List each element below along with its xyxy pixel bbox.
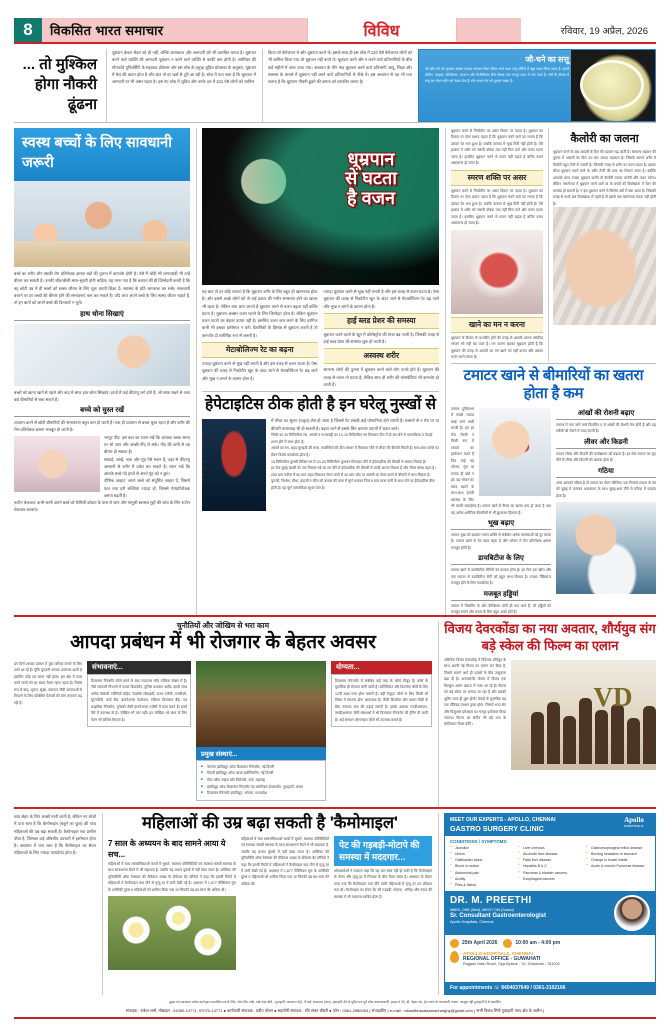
hepatitis-bullet: ■ निंबोर का 20 मिलिलीटर रस, आंवले व पत्थरचट्टी का 10-10 मिलिलीटर रस मिलाकर दिन में दो बार लेने से पाचनक्रिया व पेटदर्द शमन होने में लाभ होता है। [202,432,439,445]
tomato-body [451,406,656,616]
section-title: विविध [307,18,457,42]
conditions-title: CONDITIONS / SYMPTOMS: [450,839,508,844]
tomato-col-right [556,406,656,616]
smoking-col-right [324,288,440,388]
condition-item: ● Blood in motion [450,863,514,869]
sattu-ad[interactable] [418,49,656,122]
children-p3: भरपूर नींद: इस बात का ध्यान रखें कि आपका बच्चा समय पर सो जाए और अच्छी नींद ले सके। नींद की कमी से वह बीमार हो सकता है। [104,434,190,455]
children-photo-baby [14,324,190,386]
condition-item: ● Liver cirrhosis [518,845,582,851]
children-photo [14,181,190,267]
tomato-text-bones: टमाटर में विटामिन के और कैल्शियम दोनों ही पाए जाते हैं, जो हड्डियों को मजबूत बनाने और घनत्व के लिए बहुत अच्छे होते हैं। [451,603,551,615]
tomato-sub-diabetes: डायबिटीज के लिए [451,554,551,565]
smoking-p3: सामान्य लोगों की तुलना में धूम्रपान करने वाले लोग पतले होते हैं। धूम्रपान की वजह से वजन तो घटता है, लेकिन साथ ही शरीर की मांसपेशियां भी कमजोर हो जाती हैं। [323,367,439,387]
children-banner: स्वस्थ बच्चों के लिए सावधानी जरूरी [14,128,190,181]
tomato-sub-appetite: भूख बढ़ाए [451,519,551,530]
tomato-intro: टमाटर दुनियाभर में सबसे ज्यादा खाई जाने वाली सब्जी है। हम हर रोज किसी न किसी रूप में टमाटर का इस्तेमाल करते हैं फिर चाहे वह भोजन, सूप या सलाद ही क्यों न हो। यह भोजन का स्वाद बढ़ाने के साथ-साथ हमारी स्वास्थ्य के लिए भी काफी फायदेमंद है। टमाटर खाने से कैंसर का खतरा कम हो जाता है तथा यह अनेक शारीरिक बीमारियों से भी छुटकारा दिलाता है। [451,407,551,515]
top-story-headline: ... तो मुश्किल होगा नौकरी ढूंढना [22,56,97,113]
tomato-sub-liver: लीवर और किडनी [556,438,656,449]
chamomile-sub-text: महिलाओं में चाय रक्तसंचिकाओं कार्यों में सुधारे, स्वास्थ्य परिस्थितियों एवं स्वास्थ्य संबंधी स्वास्थ्य के साथ सावधानस बैठने में भी सहायता है, जबकि यह प्रभाव पुरुषों में नहीं देखा जाता है। अमेरिका की यूनिवर्सिटी ऑफ टेक्सास की मेडिकल शाखा के प्रोफेसर बेंट डॉनियो ने कहा कि हमारी रिपोर्ट में महिलाओं में कैमोमाइल चाय पीने से मृत्यु दर में कमी देखी गई है। अध्ययन में 1,677 मेक्सिकन मूल के अमेरिकी पुरुष व महिलाओं को शामिल किया गया था जिनकी उम्र 65 साल की अधिक थी। [108,861,236,892]
children-p5: पौष्टिक आहार: अपने बच्चे को संतुलित आहार दें, जिसमें फल तथा हरी सब्जियां ज्यादा हों, जिससे रोगप्रतिरोधक क्षमता बढ़ती है। [104,478,190,498]
calorie-headline: कैलोरी का जलना [570,133,639,145]
hepatitis-headline: हेपेटाइटिस ठीक होती है इन घरेलू नुस्खों से [204,396,437,414]
top-story-row [14,49,656,122]
institution-item: ■ डिजास्टर मैनेजमेंट इंस्टीट्यूट, भोपाल, मध्यप्रदेश [201,790,322,797]
children-photo-sleep [14,436,100,492]
film-logo: VD [593,681,633,712]
hepatitis-body [202,417,439,513]
children-p2: व्यायाम करने से छोटी बीमारियों की संभावनाएं बहुत कम हो जाती हैं। एक ही व्यायाम से बच्चा चुस्त रहता है और शरीर की रोग-प्रतिरोधक क्षमता मजबूत हो जाती है। [14,420,190,433]
children-p6: रूटीन चेकअप: कभी-कभी अपने बच्चे को फैमिली डॉक्टर के पास ले जाएं और मामूली स्वास्थ्य मुद्दों की जांच के लिए रूटीन चेकअप करवाएं। [14,500,191,513]
chamomile-col1 [108,836,236,970]
eating-text: धूम्रपान के दिमाग के प्रभावित होने की वजह से आदमी अपना पसंदीदा भोजन भी नहीं खा पाता है। मन कारण खाकर धूम्रपान होती है कि धूम्रपान की वजह से आदमी का मन खाने को नहीं करता और उसका वजन घटने लगता है। [451,335,543,360]
smoking-headline-l1: धूम्रपान [347,149,395,169]
hepatitis-bullets [202,432,439,492]
belly-photo [553,207,656,325]
hepatitis-intro: में लीवर का सूजन (यकृत) शेष हो जाता है जिससे पेट संबंधी कई परेशानियां होने लगती हैं। घबराने से न रोग पर या बीमारी लापरवाह भी हो सकती है। बढ़ाए जाने से इसके लिए कारगर उपायों में बदल जाते। [271,418,439,431]
institution-item: ■ नेशनल इंस्टीट्यूट ऑफ डिजास्टर मैनेजमेंट, नई दिल्ली [201,764,322,771]
possibilities-text: डिजास्टर मैनेजमेंट कोर्स करने के बाद ज्यादातर जॉब पब्लिक सेक्टर में है। जैसे सरकारी विभागों में फायर डिपार्टमेंट, पुलिस प्रशासन आदि। इसके साथ अनेक वॉलंटरी एजेंसियों सहित, रेडक्रॉस सोसाइटी, राज्य एजेंसी, एनजीओ, यूएनडीपी, वर्ल्ड बैंक, इंटरनेशनल फेडरेशन, एशियन डिजास्टर बैंक, एड क्राइसिस मैनेजमेंट, यूनेस्को जैसी इंटरनेशनल एजेंसी में काम करते हैं। इनमें पैसे में उपलब्ध तो है। जोखिम भी कम नहीं। इन जोखिम भरे काम के लिए वेतन भी वाजिब मिलता है। [87,674,191,727]
disaster-photo-institutions [196,661,326,801]
chamomile-col2: महिलाओं में चाय रक्तसंचिकाओं कार्यों में सुधारे, स्वास्थ्य परिस्थितियों एवं स्वास्थ्य संबंधी स्वास्थ्य के साथ सावधानस बैठने में भी सहायता है, जबकि यह प्रभाव पुरुषों में नहीं देखा जाता है। अमेरिका की यूनिवर्सिटी ऑफ टेक्सास की मेडिकल शाखा के प्रोफेसर बेंट डॉनियो ने कहा कि हमारी रिपोर्ट में महिलाओं में कैमोमाइल चाय पीने से मृत्यु दर में कमी देखी गई है। अध्ययन में 1,677 मेक्सिकन मूल के अमेरिकी पुरुष व महिलाओं को शामिल किया गया था जिनकी उम्र 65 साल की अधिक थी। [241,836,329,886]
conditions-col2 [518,845,582,888]
condition-item: ● Piles & fistula [450,882,514,888]
footer-divider [14,1017,656,1019]
masthead-spacer-left [242,18,307,42]
children-sub-handwash: हाथ धोना सिखाएं [14,310,190,321]
conditions-grid [445,845,655,891]
appointments-phone: 8404037649 / 0361-3102166 [501,985,566,991]
chamomile-flower-photo [108,896,236,970]
condition-item: ● Pancreas & bladder cancers [518,870,582,876]
tomato-text-diabetes: टमाटर खाने से डायबिटीज रोगियों को फायदा होता है। हर रोज एक खीरा और एक टमाटर से डायबिटीज रोगी को बहुत लाभ मिलता है। टमाटर पैंक्रियाज मजबूत होने के लिए फायदेमंद है। [451,568,551,586]
chamomile-col3 [334,836,432,970]
disaster-headline: आपदा प्रबंधन में भी रोजगार के बेहतर अवसर [70,632,376,653]
doctor-name: DR. M. PREETHI [450,894,532,906]
institutions-list [196,760,326,801]
tomato-text-appetite: टमाटर भूख को बढ़ाकर पाचन शक्ति से संबंधित अनेक समस्याओं को दूर करता है। टमाटर खाने से पेट साफ रहता है और भोजन में रोग प्रतिरोधक क्षमता मजबूत होती है। [451,532,551,550]
hepatitis-bullet: ■ 15 मिलिलीटर तुलसी मिश्रित रस में 20-25 मिलिलीटर कुलथन मिलाकर पीने से हेपेटाइटिस की बीमारी में आराम मिलता है। [202,459,439,466]
film-headline: विजय देवरकोंडा का नया अवतार, शौर्ययुव संग बड़े स्केल की फिल्म का एलान [444,621,656,653]
apollo-logo-sub: HOSPITALS [624,824,644,828]
disaster-story [14,621,432,807]
smoking-feature-photo [202,128,439,285]
institution-item: ■ सेंटर ऑफ साइंस फॉर विलेजर्स, वर्धा, महाराष्ट्र [201,777,322,784]
doctor-avatar [614,895,650,931]
masthead [14,18,656,44]
smoking-p-bp-intro: ज्यादा धूम्रपान करने से भूख नहीं लगती है और इस वजह से वजन घटता है। ऐसा धूम्रपान की वजह से निकोटीन खून के अंदर जाने से मेटाबोलिज्म रेट बढ़ जाने और भूख न लगने के कारण होता है। [323,289,439,309]
ad-time-text: 10:00 am - 4:00 pm [515,940,561,947]
page-footer [14,1000,656,1019]
film-story [438,621,656,807]
apollo-logo [617,816,651,828]
masthead-spacer-right [457,18,522,42]
smoking-hepatitis-column [196,128,439,615]
condition-item: ● Acidity [450,876,514,882]
eligibility-text: डिजास्टर मैनेजमेंट में संबंधित कई तरह के कोर्स मौजूद हैं। कोर्स के मुताबिक ही योग्यता मांगी जाती है। सर्टिफिकेट और डिप्लोमा कोर्स के लिए 12वीं कक्षा पास होना जरूरी है। वहीं ग्रेजुएट कोर्स के लिए किसी भी विषय में स्नातक होना आवश्यक है। पीजी डिप्लोमा और मास्टर डिग्री के लिए स्नातक स्तर की पढ़ाई जरूरी है। इसके अलावा एनडीआरएफ, एसडीआरएफ जैसी संस्थाओं में भी डिजास्टर मैनेजमेंट की ट्रेनिंग दी जाती है। कई संस्थान ऑनलाइन कोर्स भी उपलब्ध कराते हैं। [331,674,432,727]
chamomile-subhead: 7 साल के अध्ययन के बाद सामने आया ये सच... [108,838,226,859]
condition-item: ● Esophageal cancers [518,876,582,882]
smoking-effects-tomato-column [445,128,656,615]
mouth-photo [451,230,543,314]
tomato-text-arthritis: अगर आपको गठिया है तो टमाटर का सेवन कीजिए। एक गिलास टमाटर के रस को सुबह में डालकर अजवायन के साथ सुबह-शाम पीने से गठिया में फायदा होता है। [556,480,656,498]
smoking-p1: ज्यादा धूम्रपान करने से भूख नहीं लगती है और इस वजह से वजन घटता है। ऐसा धूम्रपान की वजह से निकोटीन खून के अंदर जाने से मेटाबोलिज्म रेट बढ़ जाने और भूख न लगने के कारण होता है। [202,360,318,381]
tomato-col-mid [451,406,551,616]
condition-item: ● Jaundice [450,845,514,851]
sattu-bowl-photo [571,50,655,121]
condition-item: ● Change in bowel habits [586,857,650,863]
disaster-columns [14,661,432,801]
children-p4: सफाई: आंखें, नाक और मुंह ऐसे स्थान हैं, जहां से कीटाणु आसानी से शरीर में प्रवेश कर सकते हैं। ध्यान रखें कि आपके बच्चे गंदे हाथों से अपने मुंह को न छुएं। [104,456,190,477]
children-health-column [14,128,190,615]
smoking-headline-overlay [307,150,435,208]
hepatitis-bullet: ■ 250 ग्राम पपीता में 50 ग्राम शहद मिलाकर सेवन करने से 50 ग्राम सोंठ या अलसी का सेवन करने से बीमारी में लाभ मिलता है। [202,472,439,479]
institutions-label: प्रमुख संस्थाएं... [196,747,326,760]
top-story-col1: धूम्रपान केवल सेहत को ही नहीं, बल्कि कामकाज और आमदनी को भी प्रभावित करता है। धूम्रपान करने वाले व्यक्ति की आमदनी धूम्रपान न करने वाले व्यक्ति से काफी कम होती है। अमेरिका की स्टैनफोर्ड यूनिवर्सिटी के सहायक प्रोफेसर और इस शोध के प्रमुख जूडिथ प्रोचस्का के अनुसार, धूम्रपान में मेल की खपत होता है और बात तो हर खर्च से दूरी आ रही है। शोध में पता चला है कि धूम्रपान में आमदनी पर भी असर पड़ता है। इस नए शोध में जूडिथ और उनके दल में 131 ऐसे लोगों को शामिल [106,49,256,122]
children-intro: बच्चे का शरीर और उसकी रोग प्रतिरोधक क्षमता बड़ों की तुलना में कमजोर होती है। ऐसे में थोड़ी सी लापरवाही भी उन्हें बीमार कर सकती है। उनकी जीवनशैली साफ-सुथरी होनी चाहिए। यह माना गया है कि बचपन की ही जिम्मेदारी बनती है कि वह छोटी उम्र में ही बच्चों को स्वस्थ जीवन के लिए शुरू करती शिक्षा दें। स्वास्थ्य के प्रति जागरूक कर सकें। सावधानी बरतने पर हर बच्चों की बीमार होने की संभावनाएं कम कर सकते हैं। यदि आप अपने बच्चे के लिए स्वस्थ जीवन चाहते हैं, तो इन बातों को अपने बच्चे की दिनचर्या न भूलें। [14,271,190,306]
venue-line2: REGIONAL OFFICE - GUWAHATI [463,955,541,962]
page-number: 8 [14,18,42,42]
conditions-col3 [586,845,650,888]
chamomile-blue-title: पेट की गड़बड़ी-मोटापे की समस्या में मददगार... [334,836,432,866]
smoking-headline-l3: है वजन [347,187,395,208]
chamomile-headline: महिलाओं की उम्र बढ़ा सकती है 'कैमोमाइल' [142,814,398,832]
paper-name: विकसित भारत समाचार [42,18,242,42]
tomato-girl-photo [479,408,551,496]
apollo-ad-header-big: GASTRO SURGERY CLINIC [450,824,544,833]
calendar-icon [450,939,459,948]
tomato-sub-arthritis: गठिया [556,467,656,478]
smoking-text-columns [202,288,439,388]
ad-date [450,939,497,948]
apollo-ad-header-small: MEET OUR EXPERTS - APOLLO, CHENNAI [450,817,556,823]
divider-row3 [14,807,656,809]
condition-item: ● Ulcers [450,851,514,857]
film-poster-photo [511,660,656,770]
ad-schedule [445,935,655,949]
hepatitis-left [202,417,439,513]
venue-line1: APOLLO HOSPITALS, CHENNAI [463,950,533,956]
apollo-advertisement[interactable] [438,813,656,995]
apollo-logo-name: Apollo [624,816,644,824]
film-text: अभिनेता विजय देवरकोंडा ने निर्देशक शौर्ययुव के साथ अपनी नई फिल्म का एलान कर दिया है, जिसने सामने आते ही दर्शकों के बीच उत्सुकता बढ़ा दी है। अनाउंसमेंट पोस्टर में विजय एक बिल्कुल अलग अंदाज में नजर आ रहे हैं। फिल्म को बड़े स्केल पर बनाया जा रहा है और इसकी शूटिंग जल्द ही शुरू होगी। मेकर्स के मुताबिक यह एक पीरियड एक्शन ड्रामा होगा, जिसमें भव्य सेट और विजुअल इफेक्ट्स का भरपूर इस्तेमाल किया जाएगा। फिल्म का संगीत भी बड़े नाम के संगीतकार तैयार करेंगे। [444,657,506,727]
venue-line3: Rajgarh Main Road, Opp-Bylane - 10, Guwahati - 781003 [463,961,560,966]
memory-lead: धूम्रपान करने से निकोटीन का असर दिमाग पर पड़ता है। धूम्रपान का दिमाग पर ऐसा प्रभाव पड़ता है कि धूम्रपान करने वाले का लगता है कि उसका पेट भरा हुआ है। जबकि वास्तव में भूख मिटी नहीं होती है। ऐसे हालात में शरीर को जरूरी पोषक तत्व नहीं मिल पाते और वजन घटता जाता है। इसलिए धूम्रपान करने से वजन नहीं बढ़ता है बल्कि वजन असामान्य हो जाता है। [451,129,543,166]
conditions-col1 [450,845,514,888]
smoking-col-left [202,288,318,388]
apollo-ad-card[interactable] [444,813,656,995]
hepatitis-bullet: ■ हर रोज सुबह खाली पेट एक गिलास गन्ने का रस पीने से हेपेटाइटिस की बीमारी में जल्दी आराम मिलता है और लीवर स्वस्थ रहता है। [202,465,439,472]
disaster-box-eligibility [331,661,432,801]
calorie-sub [548,128,656,361]
disaster-film-row [14,621,656,807]
institution-item: ■ इंस्टीट्यूट ऑफ डिजास्टर मैनेजमेंट एंड सस्टेनेबल डेवलपमेंट, गुवाहाटी, असम [201,784,322,791]
condition-item: ● Gastroesophageal reflux disease [586,845,650,851]
eligibility-label: योग्यता... [331,661,432,674]
ad-appointments[interactable] [445,982,655,994]
sub-memory: स्मरण शक्ति पर असर [451,170,543,186]
top-story-col2: किया जो बेरोजगार थे और धूम्रपान करते थे। इसके साथ ही इस शोध में 120 ऐसे बेरोजगार लोगों को भी शामिल किया गया जो धूम्रपान नहीं करते थे। धूम्रपान करने और न करने वाले प्रतिभागियों के बीच कई महीनों में अंतर पाया गया। अध्ययन के तीन माह धूम्रपान करने वाले प्रतिभागी आयु, शिक्षा और स्वास्थ्य के मामले में धूम्रपान नहीं करने वाले प्रतिभागियों से पीछे थे। इस अध्ययन से यह भी पता चलता है कि धूम्रपान नौकरी ढूंढने की क्षमता को प्रभावित करता है। [262,49,412,122]
disaster-lead: इन दिनों आपदा प्रबंधन में युवा करियर बनाने के लिए आगे आ रहे हैं। चूंकि कुदरती आपदा अचानक आती है इसलिए कोई तय समय नहीं होता। इस क्षेत्र में काम करने वालों को हर समय तैयार रहना पड़ता है। विशेष रूप से बाढ़, भूकंप, सूखा, चक्रवात जैसी आपदाओं से निपटने के लिए प्रशिक्षित पेशेवरों की मांग लगातार बढ़ रही है। [14,661,82,705]
condition-item: ● Abdominal pain [450,870,514,876]
smoking-sub-bp: हाई ब्लड प्रेशर की समस्या [324,313,440,329]
memory-text: धूम्रपान करने से निकोटीन का असर दिमाग पर पड़ता है। धूम्रपान का दिमाग पर ऐसा प्रभाव पड़ता है कि धूम्रपान करने वाले का लगता है कि उसका पेट भरा हुआ है। जबकि वास्तव में भूख मिटी नहीं होती है। ऐसे हालात में शरीर को जरूरी पोषक तत्व नहीं मिल पाते और वजन घटता जाता है। इसलिए धूम्रपान करने से वजन नहीं बढ़ता है बल्कि वजन असामान्य हो जाता है। [451,188,543,226]
right-top-split [451,128,656,361]
film-poster [511,657,656,770]
sub-eating: खाने का मन न करना [451,317,543,333]
imprint-line2: संपादक : राकेश शर्मा, मोबाइल : 94350-14771, 97070-14771 ● कार्यकारी संपादक : प्रदीप तोलन ● सहयोगी संपादक : रवि शंकर चौधरी ● फोन : 0361-2960054 ( संपादकीय ) e-mail : vikasitbharatsamacharghy@gmail.com ( सभी विवाद सिर्फ गुवाहाटी न्याय क्षेत्र के अधीन ) [125,1007,545,1013]
tomato-text-liver: टमाटर लीवर और किडनी की कार्यक्षमता को बढ़ाता है। हर रोज टमाटर का सूप पीने से लीवर और किडनी को फायदा होता है। [556,451,656,463]
main-content-row [14,128,656,615]
smoking-headline-l2: से घटता [345,168,397,189]
ad-venue [445,949,655,969]
hepatitis-bullet: ■ कुटकी, निशोथ, मौथा, इन्द्रजौ व जीरा को बराबर की मात्रा में चूर्ण बनाकर नित्य 5 ग्राम मात्रा पानी के साथ लेने पर हेपेटाइटिस ठीक होती है। यह चूर्ण पाचनक्रिया सुधार देता है। [202,478,439,491]
condition-item: ● Hepatitis B & C [518,863,582,869]
landslide-photo [196,661,326,747]
tomato-soup-photo [556,502,656,594]
chamomile-story [102,813,432,995]
calorie-text: धूम्रपान करने के बाद आदमी के दिन की धड़कन बढ़ जाती है। सामान्य धड़कन की तुलना में आदमी का दिल 20 बार ज्यादा धड़कता है। जिसके कारण शरीर में कैलोरी बहुत तेजी से जलती है। जिसकी वजह से शरीर का वजन घटता है। इसका सीधा धूम्रपान करने वाले के शरीर तेजी की वसा का निकल जाता है। क्योंकि आपको अगर ज्यादा धूम्रपान करोगे तो कैलोरी ज्यादा जलेगी और वजन घटेगा। लेकिन मसलेज्या में धूम्रपान करने वाले या के बच्चों को विशेषज्ञता में मेटर की समस्या हो सकती है। न इस धूम्रपान करने से सिगरेट क्यों में क्या आता है। जिसकी वजह से कभी अब विशेषज्ञता में पहले हैं तो इससे जब मसलेज्या करता नहीं होती है। [553,150,656,206]
doctor-hospital: Apollo Hospitals, Chennai [450,919,494,924]
ad-time [503,939,560,948]
apollo-ad-header [445,814,655,836]
clock-icon [503,939,512,948]
disaster-box-possibilities [87,661,191,801]
sattu-ad-text: जौ और चने को भूनकर उसका पाउडर बनाकर तैयार किया जाने वाला सत्तू गर्मियों में खूब पसंद किया जाता है। इसमें प्रोटीन, फाइबर, कैल्शियम, आयरन और मैग्नीशियम जैसे पोषक तत्व भरपूर मात्रा में पाए जाते हैं। गर्मी के मौसम में सत्तू का सेवन शरीर को ठंडक देता है और पाचन तंत्र को दुरुस्त रखता है। [425,67,569,83]
smoking-sub-metabolism: मेटाबोलिज्म रेट का बढ़ना [202,342,318,358]
condition-item: ● Burning sensation in stomach [586,851,650,857]
institution-item: ■ दिल्ली इंस्टीट्यूट ऑफ फायर इंजीनियरिंग, नई दिल्ली [201,770,322,777]
doctor-degrees: MBBS, DNB (Med), MRCP, DM (Gastro) [450,907,515,912]
hepatitis-bullet: ■ आंवले का रस, शहद मुलहठी की मात्रा, कालीमिर्च की तौल बराबर में मिलाकर पीने से लीवर की बीमारी मिटती है। साथ-साथ करेले का सेवन विशेष फायदेमंद होता है। [202,445,439,458]
film-body [444,657,656,770]
condition-item: ● Gallbladder stone [450,857,514,863]
publication-date: रविवार, 19 अप्रैल, 2026 [521,18,656,42]
sattu-ad-title: जौ-चने का सत्तू [525,55,569,64]
chamomile-apollo-row [14,813,656,995]
chamomile-columns [108,836,432,970]
tomato-headline: टमाटर खाने से बीमारियों का खतरा होता है कम [463,366,644,403]
condition-item: ● Fatty liver disease [518,857,582,863]
location-pin-icon [450,951,459,963]
memory-eating-sub [451,128,543,361]
phone-icon: ☏ [493,985,502,991]
chamomile-blue-text: शोधकर्ताओं ने तत्काल कहा कि यह कम स्पष्ट नहीं हो सकी है कि कैमोमाइल के सेवन और मृत्यु दर में गिरावट के बीच कैसा संबंध है। अध्ययन के दौरान पाया गया कि कैमोमाइल चाय पीने वाली महिलाओं में मृत्यु दर 29 प्रतिशत कम थी। कैमोमाइल का सेवन पेट की गड़बड़ी, मोटापा, अनिद्रा और तनाव की समस्या में भी मददगार साबित होता है। [334,868,432,899]
chamomile-left-text: चाय सेहत के लिए अच्छी मानी जाती है, लेकिन नए शोधों में पता चला है कि कैमोमाइल (बबूने का फूल) की चाय महिलाओं की उम्र बढ़ा सकती है। कैमोमाइल एक प्राचीन पौधा है, जिसका कई औषधीय उपचारों में इस्तेमाल होता है। अध्ययन में पता चला है कि कैमोमाइल का सेवन महिलाओं के लिए ज्यादा फायदेमंद होता है। [14,814,96,856]
tomato-sub-eyes: आंखों की रोशनी बढ़ाए [556,409,656,420]
venue-lines [463,951,560,966]
appointments-label: For appointments [450,985,493,991]
doctor-role: Sr. Consultant Gastroenterologist [450,912,547,919]
children-sub-active: बच्चे को चुस्त रखें [14,406,190,417]
smoking-intro: यह बात तो हर कोई जानता है कि धूम्रपान शरीर के लिए बहुत ही खतरनाक होता है। और इससे अच्छे लोगों को तो कई प्रकार की गंभीर समस्याएं होने का खतरा भी रहता है। लेकिन क्या आप जानते हैं धूम्रपान करने से वजन बढ़ता नहीं बल्कि घटता है। धूम्रपान अक्सर वजन घटाने के लिए जिम्मेदार होता है। लेकिन धूम्रपान वजन घटाने का बेहतर उपाय नहीं है। इसलिए वजन कम करने के लिए हरगिज कभी भी इसका इस्तेमाल न करें। वैज्ञानिकों के हिसाब से धूम्रपान करती है तो कमजोर दो शारीरिक रूप से जरूरी है। [202,289,318,338]
divider-row1 [14,122,656,123]
disaster-kicker: चुनौतियों और जोखिम से भरा काम [176,621,270,630]
imprint-line1: मुद्रक एवं प्रकाशक राकेश शर्मा द्वारा प्रकाशित पत्र के लिए, ओम प्रिंट पार्क, वार्ड नंबर बोरो - गुवाहाटी, कामरूप मेट्रो, में वार्ड, शालमारा (घाट), गुवाहाटी-33 से मुद्रित एवं पूर्व लोक कल्याणकारी, हाउस नं 30, डी. नेहरू पथ, हेम चरण के चारआली, रुक्मा, जालुक पट्टी गुवाहाटी-5 से प्रकाशित [168,1000,502,1004]
doctor-band [445,891,655,935]
smoking-sub-unhealthy: अस्वस्थ शरीर [324,348,440,364]
possibilities-label: संभावनाएं... [87,661,191,674]
tomato-text-eyes: टमाटर में पाए जाने वाले विटामिन ए से आंखों की रोशनी तेज होती है और यह रतौंधी को रोकने में मदद करती है। [556,423,656,434]
children-p1: बच्चों को खाना खाने से पहले और बाद में साफ हाथ धोना सिखाएं। हाथों में कई कीटाणु लगे होते हैं, जो साफ रखने से आप कई बीमारियों से बचा सकते हैं। [14,389,190,402]
condition-item: ● Alcoholic liver disease [518,851,582,857]
smoking-p2: धूम्रपान करने वालों के खून में कोलेस्ट्रॉल की मात्रा बढ़ जाती है। जिसकी वजह से हाई ब्लड प्रेशर की समस्या शुरू हो जाती है। [323,331,439,345]
condition-item: ● Acute & chronic Pancreas disease [586,863,650,869]
ad-date-text: 25th April 2026 [462,940,498,947]
tomato-sub-bones: मजबूत हड्डियां [451,590,551,601]
